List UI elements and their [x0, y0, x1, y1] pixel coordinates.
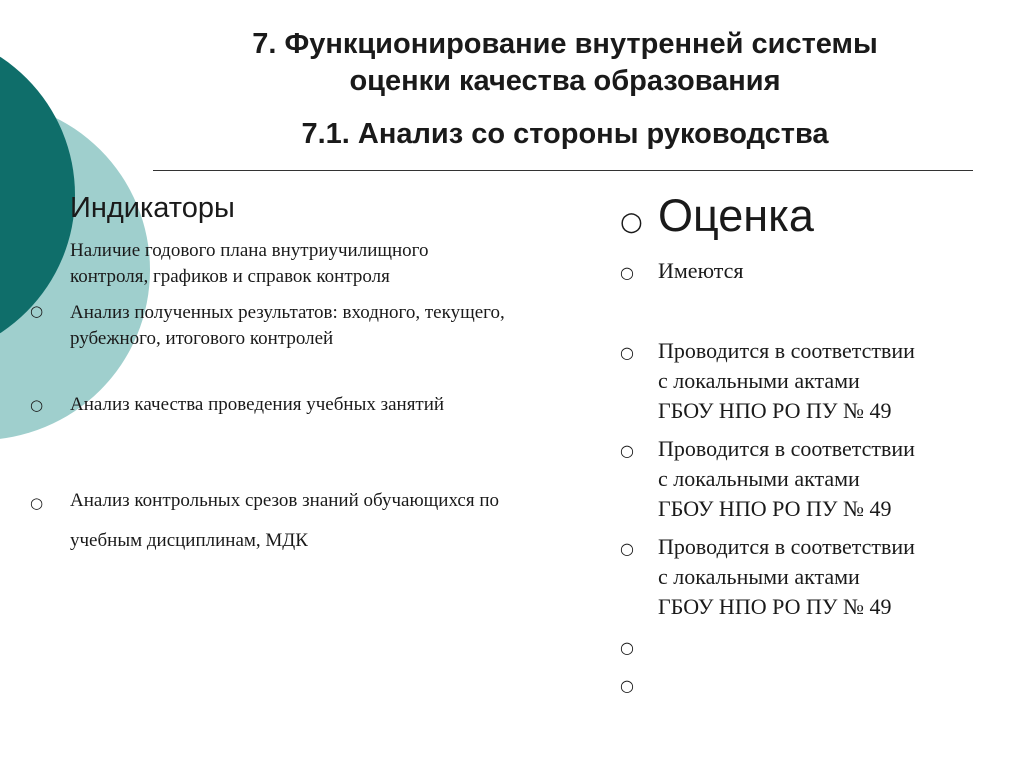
assessment-heading: Оценка [658, 190, 814, 241]
slide-title [150, 26, 980, 100]
assessment-item-4: Проводится в соответствии с локальными актами ГБОУ НПО РО ПУ № 49 [658, 534, 915, 619]
assessment-item-2: Проводится в соответствии с локальными актами ГБОУ НПО РО ПУ № 49 [658, 338, 915, 423]
bullet-icon: ○ [620, 539, 634, 558]
bullet-icon: ○ [620, 676, 634, 695]
indicator-item-3: Анализ качества проведения учебных занятий [70, 394, 445, 415]
title-divider [153, 170, 973, 171]
title-line-1: 7. Функционирование внутренней системы [252, 28, 878, 60]
bullet-icon: ○ [620, 207, 643, 237]
indicator-item-2: Анализ полученных результатов: входного, текущего, рубежного, итогового контролей [70, 302, 505, 349]
bullet-icon: ○ [620, 343, 634, 362]
assessment-item-1: Имеются [658, 258, 744, 283]
bullet-icon: ○ [620, 263, 634, 282]
slide-subtitle: 7.1. Анализ со стороны руководства [301, 118, 829, 150]
bullet-icon: ○ [30, 396, 44, 414]
indicator-item-4: Анализ контрольных срезов знаний обучающихся по учебным дисциплинам, МДК [70, 490, 499, 551]
bullet-icon: ○ [620, 638, 634, 657]
bullet-icon: ○ [620, 441, 634, 460]
indicator-item-1: Наличие годового плана внутриучилищного контроля, графиков и справок контроля [70, 240, 429, 287]
bullet-icon: ○ [30, 494, 44, 512]
title-line-2: оценки качества образования [349, 65, 781, 97]
indicators-heading: Индикаторы [70, 192, 235, 224]
bullet-icon: ○ [30, 302, 44, 320]
assessment-item-3: Проводится в соответствии с локальными актами ГБОУ НПО РО ПУ № 49 [658, 436, 915, 521]
